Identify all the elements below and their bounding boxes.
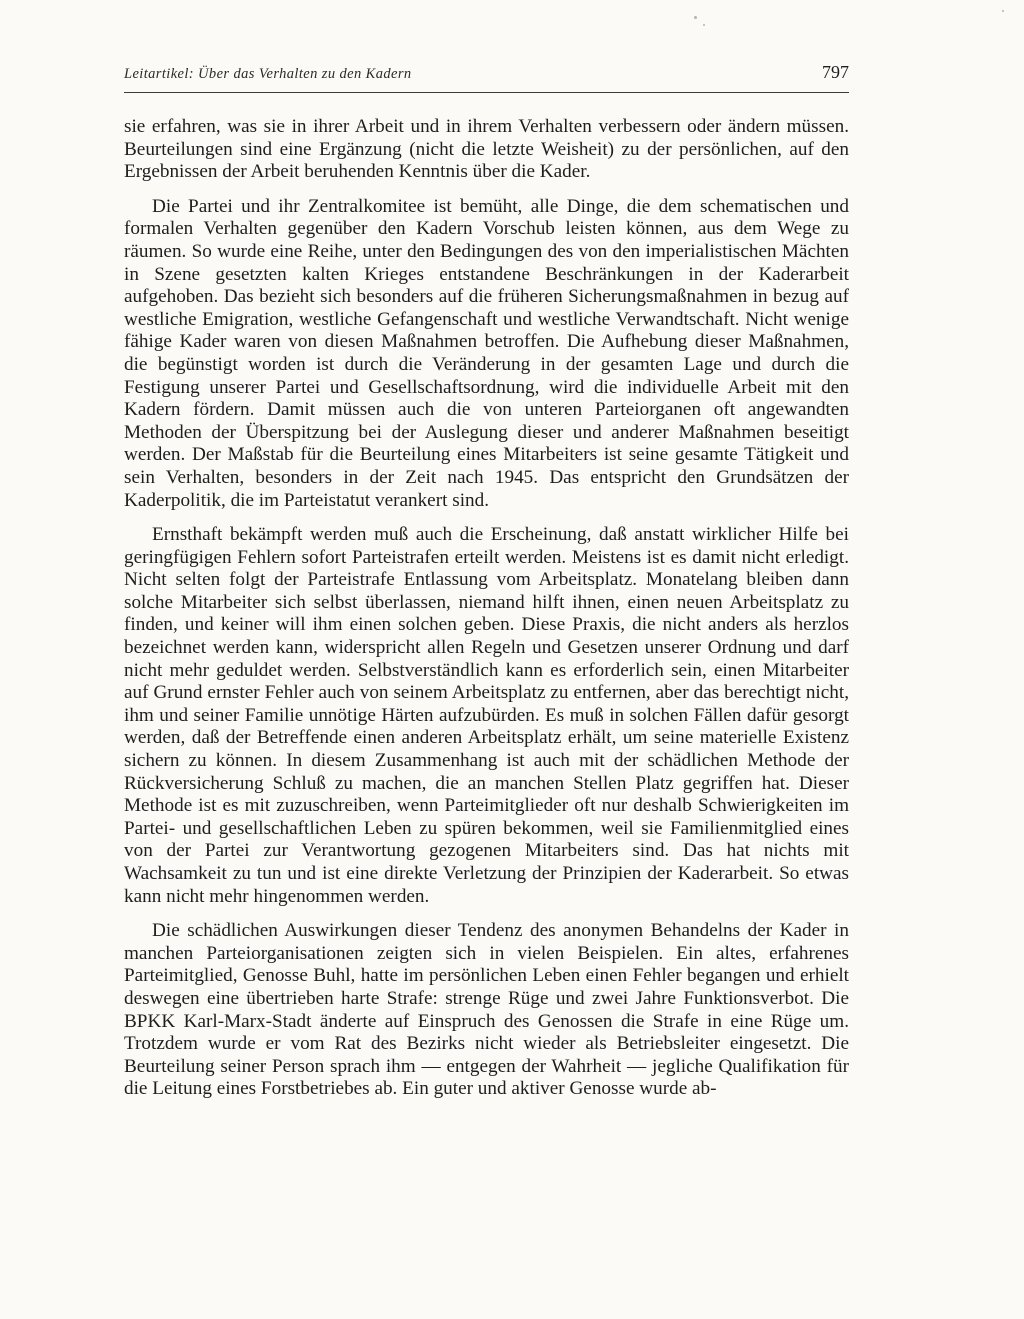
- header-rule: [124, 92, 849, 93]
- page-header: [124, 62, 849, 88]
- print-speck: [703, 24, 705, 26]
- page-number: 797: [822, 62, 849, 82]
- print-speck: [694, 16, 697, 19]
- paragraph-continuation: sie erfahren, was sie in ihrer Arbeit und in ihrem Verhalten verbessern oder ändern müssen. Beurteilungen sind eine Ergänzung (nicht die letzte Weisheit) zu der persönlichen, auf den Ergebnissen der Arbeit beruhenden Kenntnis über die Kader.: [124, 116, 849, 183]
- paragraph-example-buhl: Die schädlichen Auswirkungen dieser Tendenz des anonymen Behandelns der Kader in manchen Parteiorganisationen zeigten sich in vielen Beispielen. Ein altes, erfahrenes Parteimitglied, Genosse Buhl, hatte im persönlichen Leben einen Fehler begangen und erhielt deswegen eine übertrieben harte Strafe: strenge Rüge und zwei Jahre Funktionsverbot. Die BPKK Karl-Marx-Stadt änderte auf Einspruch des Genossen die Strafe in eine Rüge um. Trotzdem wurde er vom Rat des Bezirks nicht wieder als Betriebsleiter eingesetzt. Die Beurteilung seiner Person sprach ihm — entgegen der Wahrheit — jegliche Qualifikation für die Leitung eines Forstbetriebes ab. Ein guter und aktiver Genosse wurde ab-: [124, 920, 849, 1100]
- print-speck: [1002, 10, 1004, 12]
- paragraph-party-punishments: Ernsthaft bekämpft werden muß auch die Erscheinung, daß anstatt wirklicher Hilfe bei geringfügigen Fehlern sofort Parteistrafen erteilt werden. Meistens ist es damit nicht erledigt. Nicht selten folgt der Parteistrafe Entlassung vom Arbeitsplatz. Monatelang bleiben dann solche Mitarbeiter sich selbst überlassen, niemand hilft ihnen, einen neuen Arbeitsplatz zu finden, und keiner will ihm einen solchen geben. Diese Praxis, die nicht anders als herzlos bezeichnet werden kann, widerspricht allen Regeln und Gesetzen unserer Ordnung und darf nicht mehr geduldet werden. Selbstverständlich kann es erforderlich sein, einen Mitarbeiter auf Grund ernster Fehler auch von seinem Arbeitsplatz zu entfernen, aber das berechtigt nicht, ihm und seiner Familie unnötige Härten aufzubürden. Es muß in solchen Fällen dafür gesorgt werden, daß der Betreffende einen anderen Arbeitsplatz erhält, um seine materielle Existenz sichern zu können. In diesem Zusammenhang ist auch mit der schädlichen Methode der Rückversicherung Schluß zu machen, die an manchen Stellen Platz gegriffen hat. Dieser Methode ist es mit zuzuschreiben, wenn Parteimitglieder oft nur deshalb Schwierigkeiten im Partei- und gesellschaftlichen Leben zu spüren bekommen, weil sie Familienmitglied eines von der Partei zur Verantwortung gezogenen Mitarbeiters sind. Das hat nichts mit Wachsamkeit zu tun und ist eine direkte Verletzung der Prinzipien der Kaderarbeit. So etwas kann nicht mehr hingenommen werden.: [124, 524, 849, 907]
- article-body: [124, 116, 849, 1113]
- running-head: Leitartikel: Über das Verhalten zu den Kadern: [124, 66, 412, 82]
- paragraph-party-measures: Die Partei und ihr Zentralkomitee ist bemüht, alle Dinge, die dem schematischen und formalen Verhalten gegenüber den Kadern Vorschub leisten können, aus dem Wege zu räumen. So wurde eine Reihe, unter den Bedingungen des von den imperialistischen Mächten in Szene gesetzten kalten Krieges entstandene Beschränkungen in der Kaderarbeit aufgehoben. Das bezieht sich besonders auf die früheren Sicherungsmaßnahmen in bezug auf westliche Emigration, westliche Gefangenschaft und westliche Verwandtschaft. Nicht wenige fähige Kader waren von diesen Maßnahmen betroffen. Die Aufhebung dieser Maßnahmen, die begünstigt worden ist durch die Veränderung in der gesamten Lage und durch die Festigung unserer Partei und Gesellschaftsordnung, wird die individuelle Arbeit mit den Kadern fördern. Damit müssen auch die von unteren Parteiorganen oft angewandten Methoden der Überspitzung bei der Auslegung dieser und anderer Maßnahmen beseitigt werden. Der Maßstab für die Beurteilung eines Mitarbeiters ist seine gesamte Tätigkeit und sein Verhalten, besonders in der Zeit nach 1945. Das entspricht den Grundsätzen der Kaderpolitik, die im Parteistatut verankert sind.: [124, 195, 849, 511]
